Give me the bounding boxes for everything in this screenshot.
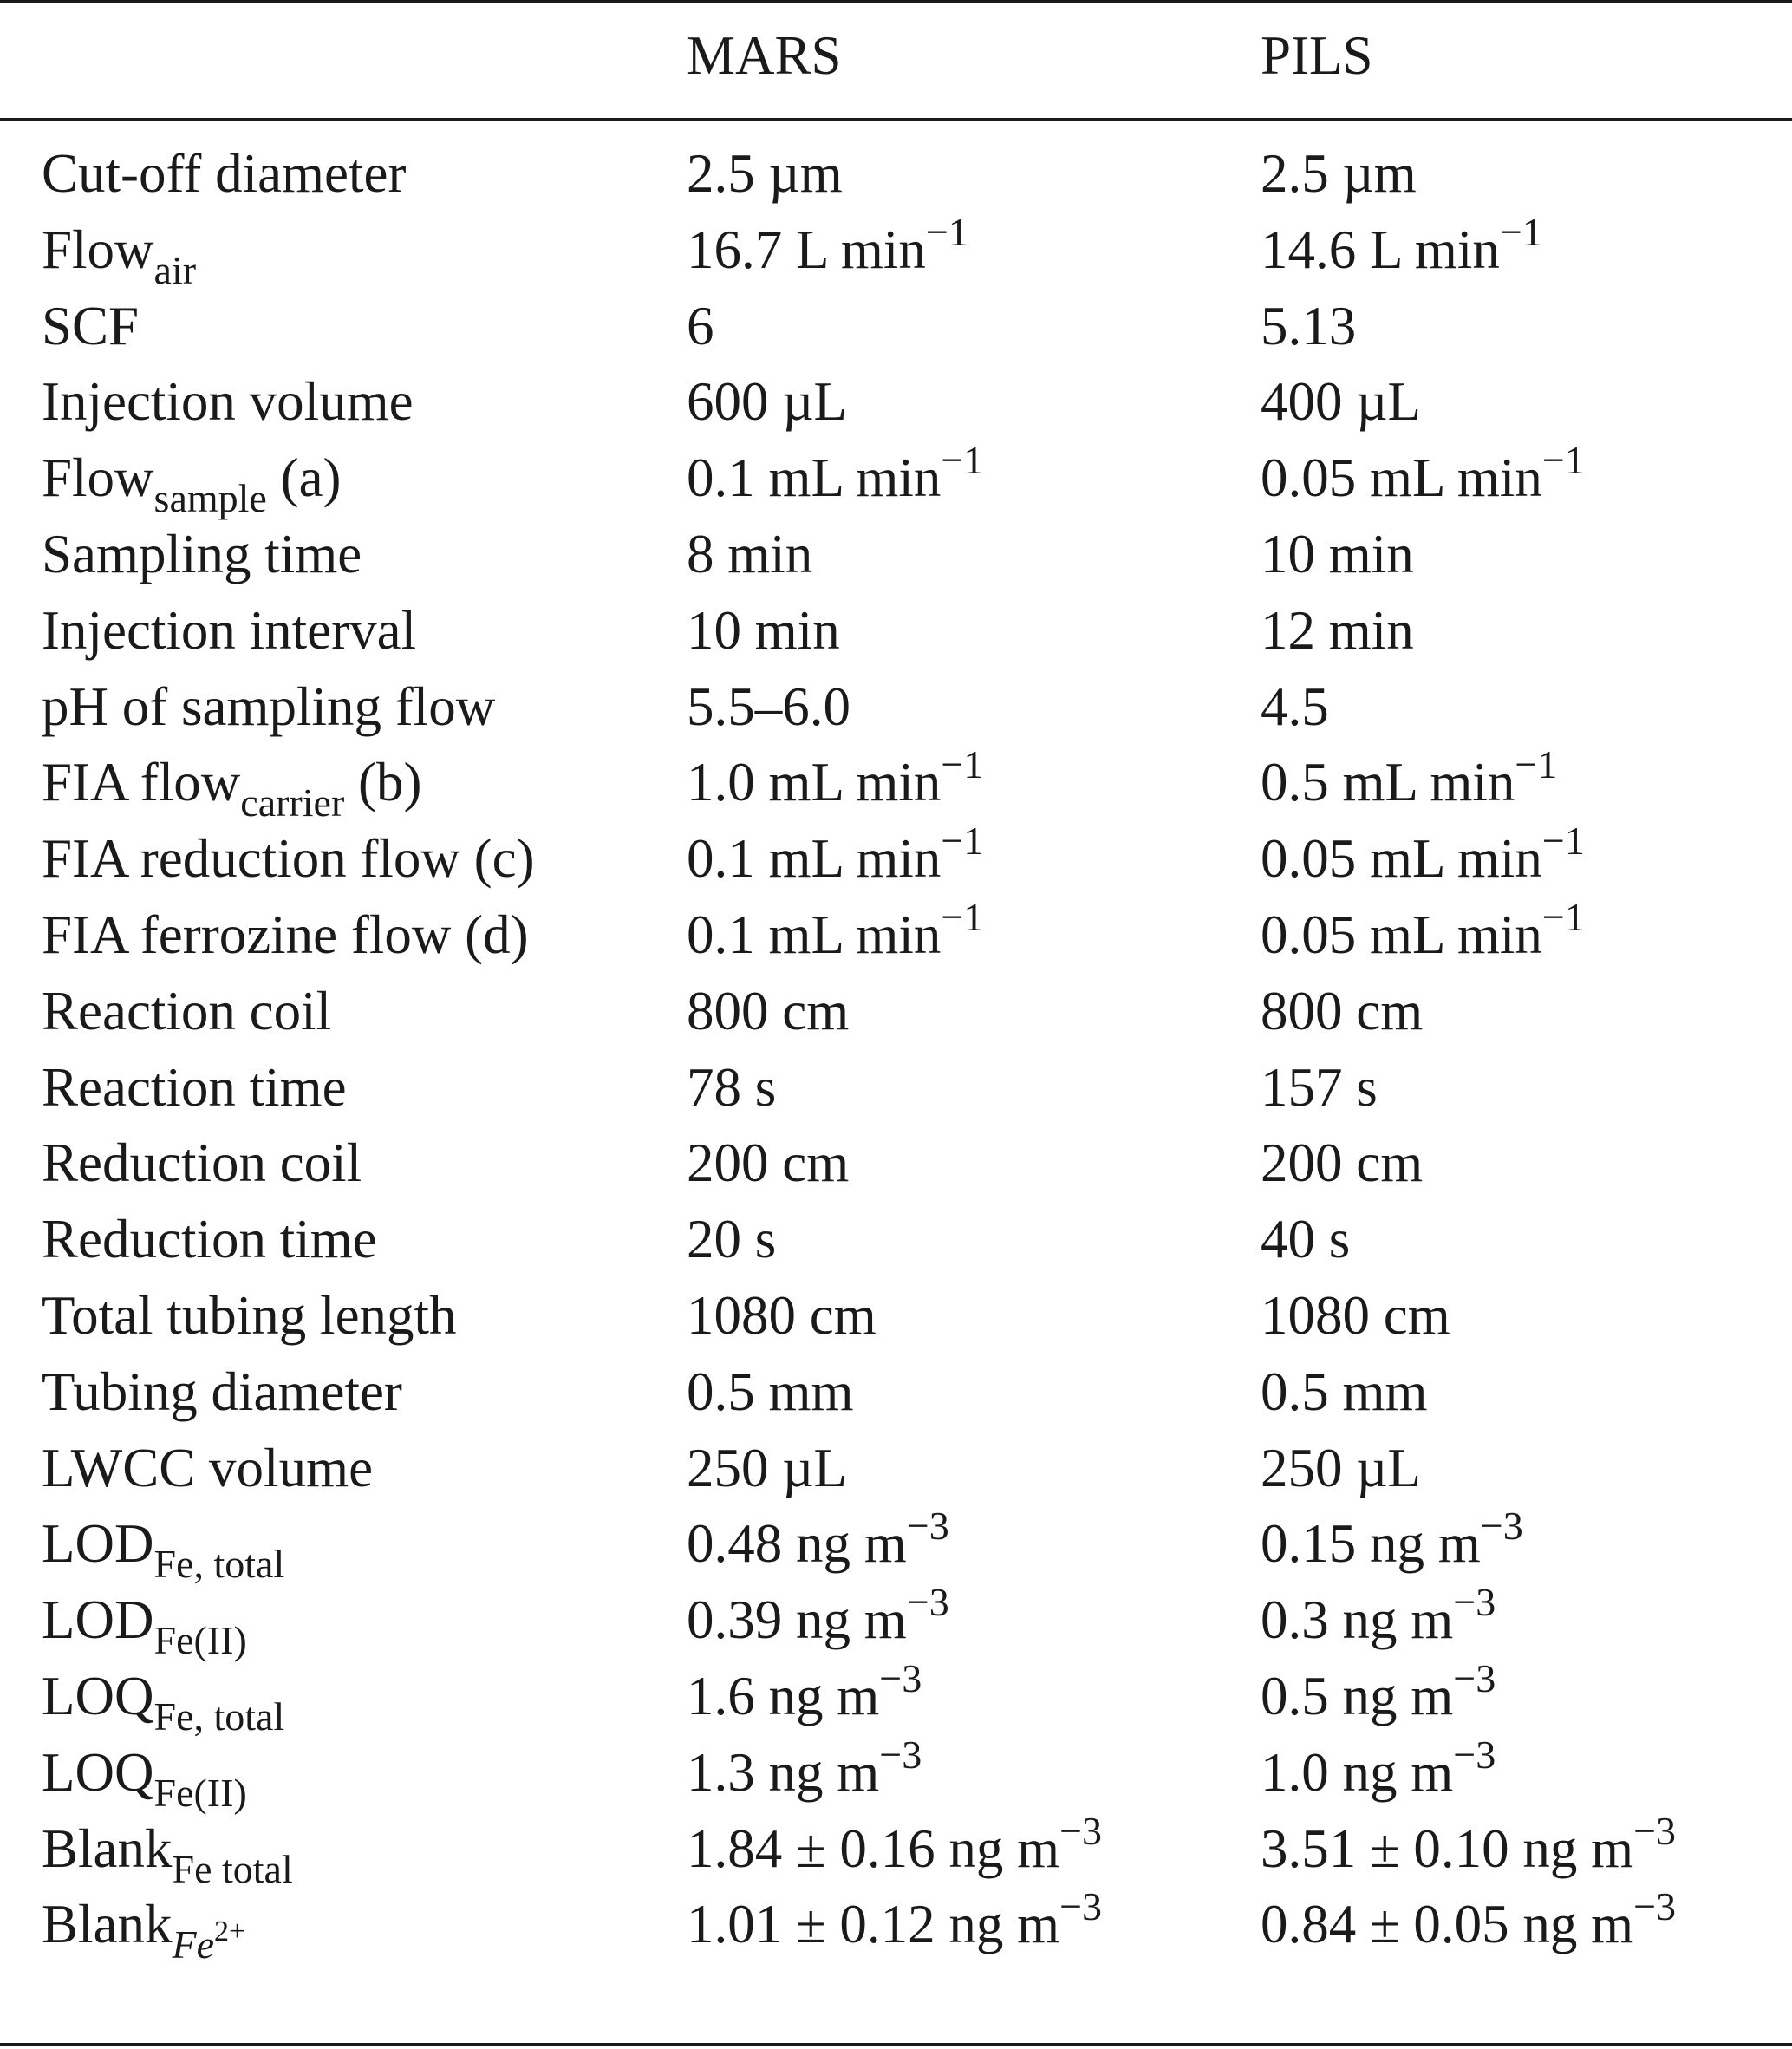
row-label [42, 1509, 285, 1586]
mars-value-text: 1080 cm [687, 1285, 876, 1346]
row-label-text: Injection interval [42, 600, 417, 661]
pils-value [1261, 210, 1542, 290]
mars-value [687, 1433, 847, 1503]
mars-value [687, 976, 849, 1046]
row-label [42, 1053, 347, 1122]
mars-value [687, 1504, 949, 1583]
row-label-text: Reaction coil [42, 981, 332, 1041]
row-label-text: pH of sampling flow [42, 676, 496, 737]
row-label-subscript: Fe(II) [153, 1771, 247, 1815]
top-rule [0, 0, 1792, 3]
row-label-text: Blank [42, 1894, 173, 1954]
mars-value [687, 1357, 854, 1426]
mars-value-text: 1.0 mL min [687, 752, 942, 812]
row-label [42, 1661, 285, 1739]
mars-value-text: 78 s [687, 1057, 777, 1118]
pils-value [1261, 1357, 1428, 1426]
row-label [42, 1433, 373, 1503]
mars-value-exponent: −1 [941, 819, 984, 863]
mars-value-text: 8 min [687, 524, 813, 584]
mars-value [687, 596, 840, 665]
pils-value [1261, 976, 1423, 1046]
pils-value [1261, 291, 1356, 361]
mars-value [687, 1204, 776, 1274]
row-label [42, 291, 139, 361]
row-label [42, 139, 406, 208]
pils-value [1261, 367, 1421, 436]
mars-value-text: 200 cm [687, 1132, 850, 1193]
pils-value-text: 12 min [1261, 600, 1414, 661]
pils-value [1261, 1580, 1496, 1660]
mars-value [687, 742, 984, 822]
row-label-text: LOD [42, 1513, 154, 1574]
row-label [42, 215, 196, 290]
pils-value [1261, 672, 1329, 741]
pils-value [1261, 438, 1585, 518]
row-label [42, 900, 529, 969]
mars-value [687, 1656, 922, 1736]
mars-value [687, 1884, 1103, 1964]
mars-value [687, 291, 714, 361]
row-label-subscript: Fe, total [153, 1542, 285, 1586]
mars-value-exponent: −3 [906, 1504, 949, 1548]
row-label-text: Total tubing length [42, 1285, 457, 1346]
mars-value [687, 1809, 1103, 1889]
row-label [42, 1281, 457, 1350]
mars-value-text: 0.1 mL min [687, 904, 942, 965]
row-label [42, 519, 362, 589]
pils-value-text: 0.84 ± 0.05 ng m [1261, 1894, 1634, 1954]
row-label-text: Reaction time [42, 1057, 347, 1118]
pils-value-text: 0.05 mL min [1261, 904, 1542, 965]
pils-value-text: 10 min [1261, 524, 1414, 584]
pils-value [1261, 519, 1414, 589]
row-label-subscript-italic: Fe [172, 1922, 215, 1967]
pils-value [1261, 1204, 1350, 1274]
pils-value-exponent: −3 [1453, 1580, 1496, 1624]
row-label-subscript: air [153, 248, 197, 292]
mars-value-text: 10 min [687, 600, 840, 661]
mars-value-exponent: −3 [879, 1656, 922, 1700]
row-label-text: Reduction coil [42, 1132, 362, 1193]
row-label [42, 976, 331, 1046]
row-label [42, 596, 416, 665]
pils-value [1261, 1281, 1450, 1350]
mars-value [687, 1281, 876, 1350]
pils-value-exponent: −3 [1633, 1884, 1677, 1928]
mars-value-exponent: −3 [1059, 1809, 1103, 1853]
pils-value [1261, 1809, 1677, 1889]
mars-value [687, 139, 843, 208]
mars-value [687, 519, 812, 589]
mars-value [687, 1733, 922, 1812]
row-label-subscript: Fe, total [153, 1694, 285, 1739]
row-label [42, 1814, 293, 1889]
row-label-subscript: Fe total [172, 1847, 293, 1891]
mars-value-text: 0.39 ng m [687, 1589, 907, 1650]
pils-value-text: 2.5 µm [1261, 143, 1417, 204]
row-label [42, 672, 495, 741]
mars-value-text: 0.48 ng m [687, 1513, 907, 1574]
pils-value-text: 0.5 mm [1261, 1361, 1428, 1422]
mars-value-exponent: −3 [906, 1580, 949, 1624]
pils-value-exponent: −1 [1541, 895, 1585, 939]
row-label-text: LWCC volume [42, 1438, 374, 1498]
pils-value-exponent: −1 [1541, 819, 1585, 863]
mars-value-text: 6 [687, 296, 714, 356]
pils-value [1261, 1656, 1496, 1736]
pils-value-exponent: −3 [1453, 1733, 1496, 1777]
mars-value-text: 5.5–6.0 [687, 676, 850, 737]
pils-value-text: 0.05 mL min [1261, 447, 1542, 508]
mars-value-text: 1.3 ng m [687, 1742, 880, 1803]
row-label-subscript-sup: 2+ [214, 1915, 246, 1948]
pils-value [1261, 819, 1585, 898]
pils-value-text: 200 cm [1261, 1132, 1424, 1193]
mars-value [687, 1580, 949, 1660]
bottom-rule [0, 2043, 1792, 2046]
pils-value [1261, 742, 1558, 822]
mars-value [687, 672, 850, 741]
pils-value-exponent: −3 [1453, 1656, 1496, 1700]
row-label-tail: (b) [344, 752, 422, 812]
pils-value [1261, 596, 1414, 665]
mars-value-exponent: −3 [879, 1733, 922, 1777]
pils-value [1261, 1733, 1496, 1812]
mars-value-text: 16.7 L min [687, 219, 926, 280]
row-label-text: Flow [42, 219, 154, 280]
row-label-text: Flow [42, 447, 154, 508]
row-label-text: LOQ [42, 1742, 154, 1803]
row-label-text: Injection volume [42, 371, 414, 432]
pils-value [1261, 139, 1417, 208]
column-header-mars: MARS [687, 25, 842, 86]
pils-value-exponent: −1 [1499, 210, 1542, 254]
mars-value [687, 895, 984, 975]
row-label [42, 1357, 402, 1426]
pils-value-text: 0.05 mL min [1261, 828, 1542, 889]
row-label-subscript: carrier [240, 780, 345, 825]
pils-value-text: 5.13 [1261, 296, 1357, 356]
pils-value-text: 4.5 [1261, 676, 1329, 737]
row-label [42, 1889, 245, 1968]
row-label [42, 1204, 377, 1274]
mars-value [687, 438, 984, 518]
row-label [42, 747, 422, 825]
row-label-text: FIA ferrozine flow (d) [42, 904, 529, 965]
mars-value-exponent: −1 [925, 210, 968, 254]
row-label [42, 443, 342, 518]
pils-value-text: 800 cm [1261, 981, 1424, 1041]
mars-value-text: 0.1 mL min [687, 828, 942, 889]
row-label-text: Reduction time [42, 1209, 377, 1269]
row-label [42, 1128, 362, 1197]
pils-value [1261, 895, 1585, 975]
mars-value-text: 0.5 mm [687, 1361, 854, 1422]
row-label-text: LOD [42, 1589, 154, 1650]
pils-value-text: 400 µL [1261, 371, 1422, 432]
column-header-pils: PILS [1261, 25, 1373, 86]
mars-value [687, 367, 847, 436]
pils-value-text: 14.6 L min [1261, 219, 1500, 280]
row-label-text: SCF [42, 296, 140, 356]
pils-value-text: 1080 cm [1261, 1285, 1450, 1346]
mars-value-text: 0.1 mL min [687, 447, 942, 508]
mars-value-text: 800 cm [687, 981, 850, 1041]
row-label-text: LOQ [42, 1666, 154, 1726]
mars-value-exponent: −1 [941, 438, 984, 482]
mars-value-text: 20 s [687, 1209, 777, 1269]
pils-value-exponent: −3 [1480, 1504, 1523, 1548]
mars-value [687, 210, 968, 290]
pils-value-exponent: −3 [1633, 1809, 1677, 1853]
row-label-text: Tubing diameter [42, 1361, 402, 1422]
mars-value [687, 1128, 849, 1197]
row-label-subscript [172, 1915, 246, 1967]
row-label-subscript: sample [153, 476, 267, 520]
row-label-text: FIA reduction flow (c) [42, 828, 535, 889]
row-label [42, 367, 414, 436]
pils-value-text: 0.15 ng m [1261, 1513, 1481, 1574]
pils-value-text: 0.5 mL min [1261, 752, 1515, 812]
pils-value [1261, 1128, 1423, 1197]
mars-value-exponent: −3 [1059, 1884, 1103, 1928]
pils-value-text: 0.3 ng m [1261, 1589, 1454, 1650]
row-label-tail: (a) [266, 447, 342, 508]
pils-value-exponent: −1 [1515, 742, 1558, 786]
row-label-text: Sampling time [42, 524, 362, 584]
pils-value-text: 250 µL [1261, 1438, 1422, 1498]
mars-value-text: 1.6 ng m [687, 1666, 880, 1726]
pils-value-exponent: −1 [1541, 438, 1585, 482]
row-label-subscript: Fe(II) [153, 1618, 247, 1662]
row-label-text: Blank [42, 1818, 173, 1879]
row-label [42, 1738, 247, 1815]
pils-value [1261, 1884, 1677, 1964]
pils-value-text: 157 s [1261, 1057, 1378, 1118]
mars-value-exponent: −1 [941, 742, 984, 786]
pils-value [1261, 1433, 1421, 1503]
mars-value-text: 600 µL [687, 371, 848, 432]
header-rule [0, 118, 1792, 121]
mars-value-exponent: −1 [941, 895, 984, 939]
pils-value-text: 40 s [1261, 1209, 1351, 1269]
row-label-text: Cut-off diameter [42, 143, 407, 204]
pils-value-text: 0.5 ng m [1261, 1666, 1454, 1726]
mars-value-text: 1.01 ± 0.12 ng m [687, 1894, 1060, 1954]
mars-value [687, 819, 984, 898]
pils-value-text: 3.51 ± 0.10 ng m [1261, 1818, 1634, 1879]
mars-value-text: 2.5 µm [687, 143, 843, 204]
pils-value [1261, 1504, 1523, 1583]
pils-value-text: 1.0 ng m [1261, 1742, 1454, 1803]
mars-value [687, 1053, 776, 1122]
row-label [42, 1585, 247, 1660]
mars-value-text: 1.84 ± 0.16 ng m [687, 1818, 1060, 1879]
pils-value [1261, 1053, 1378, 1122]
row-label [42, 824, 535, 893]
mars-value-text: 250 µL [687, 1438, 848, 1498]
row-label-text: FIA flow [42, 752, 241, 812]
